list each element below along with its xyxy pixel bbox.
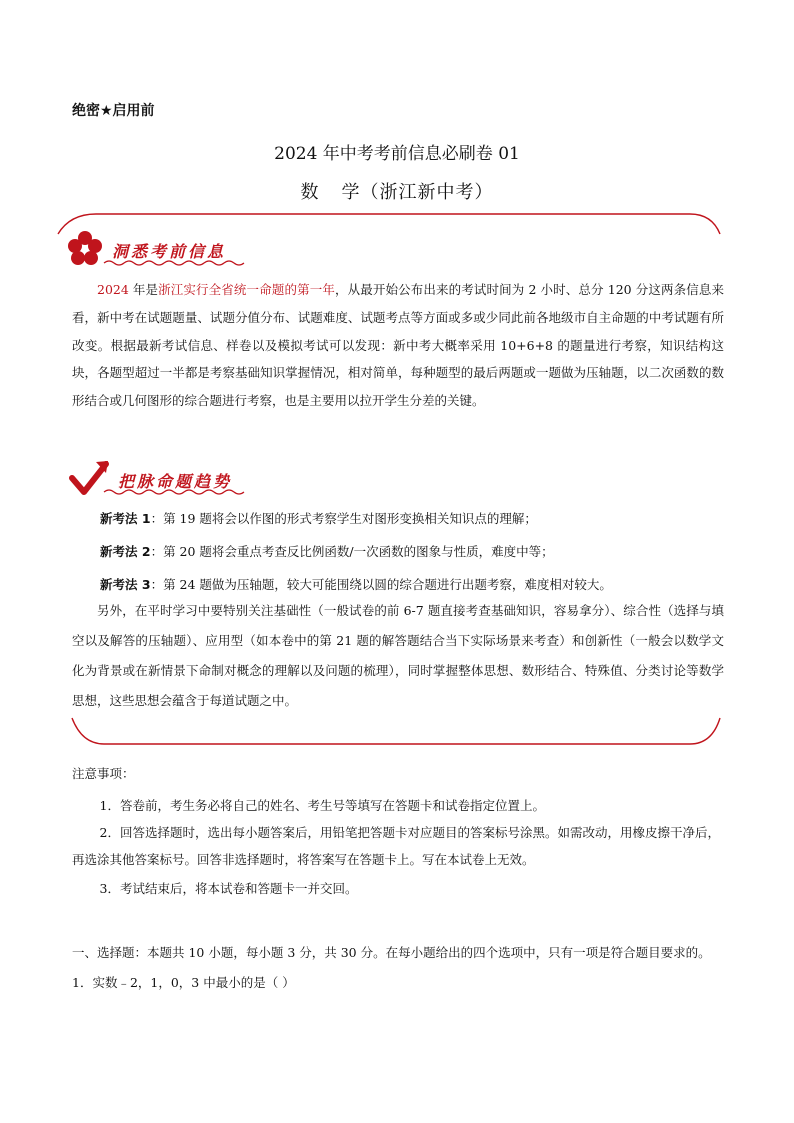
- new-method-label: 新考法 1: [100, 511, 151, 526]
- info-highlight: 浙江实行全省统一命题的第一年: [158, 282, 335, 297]
- section-one: [72, 938, 724, 996]
- flower-icon: [66, 228, 104, 268]
- notice-item: 2．回答选择题时，选出每小题答案后，用铅笔把答题卡对应题目的答案标号涂黑。如需改动，用橡皮擦干净后，再选涂其他答案标号。回答非选择题时，将答案写在答题卡上。写在本试卷上无效。: [72, 825, 720, 867]
- section-heading-info: 洞悉考前信息: [112, 242, 227, 261]
- new-method-text: ：第 19 题将会以作图的形式考察学生对图形变换相关知识点的理解；: [150, 511, 537, 526]
- new-method-2: [100, 542, 724, 560]
- subject-part-a: 数: [300, 182, 320, 203]
- new-method-1: [100, 509, 724, 527]
- info-text-2: ，从最开始公布出来的考试时间为 2 小时、总分 120 分这两条信息来看，新中考在试题题量、试题分值分布、试题难度、试题考点等方面或多或少同此前各地级市自主命题的中考试题有所改变。根据最新考试信息、样卷以及模拟考试可以发现：新中考大概率采用 10+6+8 的题量进行考察，知识结构这块，各题型超过一半都是考察基础知识掌握情况，相对简单，每种题型的最后两题或一题做为压轴题，以二次函数的数形结合或几何图形的综合题进行考察，也是主要用以拉开学生分差的关键。: [72, 282, 724, 409]
- section-one-heading: 一、选择题：本题共 10 小题，每小题 3 分，共 30 分。在每小题给出的四个选项中，只有一项是符合题目要求的。: [72, 945, 711, 960]
- new-method-label: 新考法 3: [100, 577, 151, 592]
- section-heading-trend: 把脉命题趋势: [118, 472, 233, 491]
- exam-title: 2024 年中考考前信息必刷卷 01: [274, 144, 520, 164]
- year-highlight: 2024: [97, 282, 129, 297]
- notice-block: [72, 764, 724, 902]
- new-method-text: ：第 24 题做为压轴题，较大可能围绕以圆的综合题进行出题考察，难度相对较大。: [150, 577, 612, 592]
- new-method-text: ：第 20 题将会重点考查反比例函数/一次函数的图象与性质，难度中等；: [150, 544, 554, 559]
- new-method-label: 新考法 2: [100, 544, 151, 559]
- trend-extra-paragraph: 另外，在平时学习中要特别关注基础性（一般试卷的前 6-7 题直接考查基础知识，容易拿分）、综合性（选择与填空以及解答的压轴题）、应用型（如本卷中的第 21 题的解答题结合当下实际场景来考查）和创新性（一般会以数学文化为背景或在新情景下命制对概念的理解以及问题的梳理），同时掌握整体思想、数形结合、特殊值、分类讨论等数学思想，这些思想会蕴含于每道试题之中。: [72, 603, 724, 708]
- info-text-1: 年是: [128, 282, 159, 297]
- subject-part-b: 学（浙江新中考）: [341, 182, 494, 203]
- arrow-check-icon: [68, 458, 112, 498]
- new-method-3: [100, 575, 724, 593]
- notice-item: 3．考试结束后，将本试卷和答题卡一并交回。: [99, 881, 358, 896]
- notice-heading: 注意事项：: [72, 766, 135, 781]
- question-1: 1．实数﹣2，1，0，3 中最小的是（ ）: [72, 975, 295, 990]
- confidential-label: 绝密★启用前: [72, 103, 155, 119]
- notice-item: 1．答卷前，考生务必将自己的姓名、考生号等填写在答题卡和试卷指定位置上。: [99, 798, 545, 813]
- info-paragraph: [72, 276, 724, 415]
